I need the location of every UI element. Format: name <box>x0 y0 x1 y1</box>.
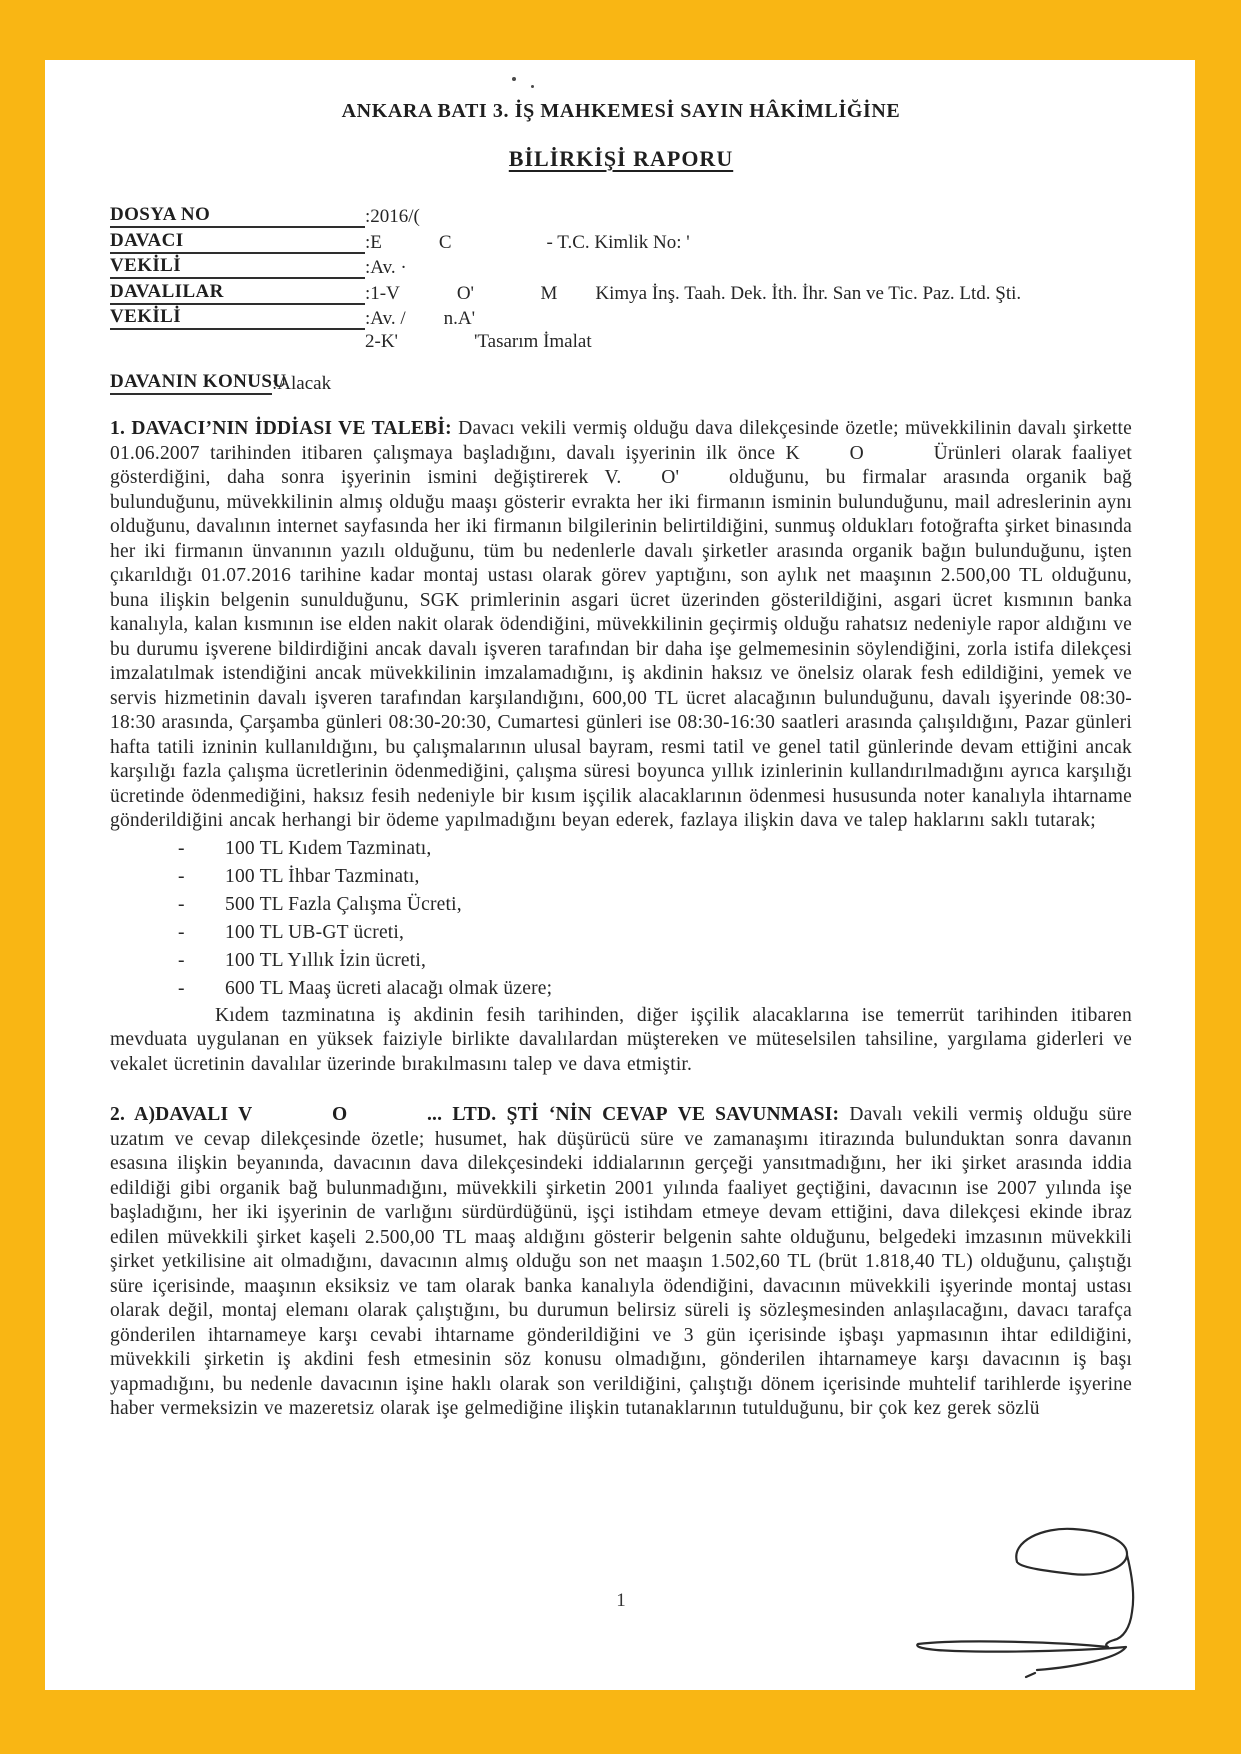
claim-text: 600 TL Maaş ücreti alacağı olmak üzere; <box>225 977 553 999</box>
page-number: 1 <box>616 1590 626 1611</box>
field-value: :Alacak <box>272 373 332 394</box>
field-vekili-1 <box>110 254 1132 280</box>
paragraph-claimant-allegation <box>110 417 1132 834</box>
claim-dash: - <box>178 837 185 859</box>
field-value: :Av. · <box>365 257 407 278</box>
field-vekili-2 <box>110 305 1132 331</box>
claim-item <box>110 835 1132 863</box>
field-davalilar <box>110 280 1132 306</box>
field-label: VEKİLİ <box>110 305 365 330</box>
claim-item <box>110 947 1132 975</box>
paragraph-2-text: Davalı vekili vermiş olduğu süre uzatım ve cevap dilekçesinde özetle; husumet, hak düşürücü süre ve zamanaşımı itirazında bulunduktan sonra davanın esasına ilişkin beyanında, davacının dava dilekçesindeki iddialarının gerçeği yansıtmadığını, her iki şirket arasında iddia edildiği gibi organik bağ bulunmadığını, müvekkili şirketin 2001 yılında faaliyet geçtiğini, davacının ise 2007 yılında işe başladığını, her iki işyerinin de varlığını sürdürdüğünü, işçi istihdam etmeye devam ettiğini, dava dilekçesi ekinde ibraz edilen müvekkili şirket kaşeli 2.500,00 TL maaş aldığını gösterir belgenin sahte olduğunu, belgedeki imzasının müvekkili şirket yetkilisine ait olmadığını, davacının almış olduğu son net maaşın 1.502,60 TL (brüt 1.818,40 TL) olduğunu, çalıştığı süre içerisinde, maaşının eksiksiz ve tam olarak banka kanalıyla ödendiğini, davacının müvekkili işyerinde montaj ustası olarak değil, montaj elemanı olarak çalıştığını, bu durumun belirsiz süreli iş sözleşmesinden anlaşılacağını, davacı tarafça gönderilen ihtarnameye karşı cevabi ihtarname gönderildiğini ve 3 gün içerisinde işbaşı yapmasının ihtar edildiğini, müvekkili şirketin iş akdini fesh etmesinin söz konusu olmadığını, gönderilen ihtarnameye karşı davacının iş başı yapmadığını, bu nedenle davacının işine haklı olarak son verildiğini, çalıştığı dönem içerisinde muhtelif tarihlerde işyerine haber vermeksizin ve mazeretsiz olarak işe gelmediğine ilişkin tutanaklarının tutulduğunu, bir çok kez gerek sözlü <box>110 1104 1132 1419</box>
field-value: :Av. / n.A' <box>365 308 476 329</box>
scan-speck <box>512 77 516 81</box>
field-davali-2 <box>110 331 1132 357</box>
claim-item <box>110 919 1132 947</box>
report-title: BİLİRKİŞİ RAPORU <box>508 146 734 171</box>
field-label: DAVACI <box>110 229 365 254</box>
claim-item <box>110 863 1132 891</box>
claim-text: 100 TL Yıllık İzin ücreti, <box>225 949 427 971</box>
field-label: DAVANIN KONUSU <box>110 370 272 395</box>
claims-list <box>110 835 1132 1003</box>
paragraph-1-text: Davacı vekili vermiş olduğu dava dilekçesinde özetle; müvekkilinin davalı şirkette 01.06.2007 tarihinden itibaren çalışmaya başladığını, davalı işyerinin ilk önce K O Ürünleri olarak faaliyet gösterdiğini, daha sonra işyerinin ismini değiştirerek V. O' olduğunu, bu firmalar arasında organik bağ bulunduğunu, müvekkilinin almış olduğu maaşı gösterir evrakta her iki firmanın isminin bulunduğunu, mail adreslerinin aynı olduğunu, davalının internet sayfasında her iki firmanın bilgilerinin belirtildiğini, sunmuş oldukları fotoğrafta şirket binasında her iki firmanın ünvanının yazılı olduğunu, tüm bu nedenlerle davalı şirketler arasında organik bağın bulunduğunu, işten çıkarıldığı 01.07.2016 tarihine kadar montaj ustası olarak görev yaptığını, son aylık net maaşının 2.500,00 TL olduğunu, buna ilişkin belgenin sunulduğunu, SGK primlerinin asgari ücret üzerinden gösterildiğini, asgari ücret kısmının banka kanalıyla, kalan kısmının ise elden nakit olarak ödendiğini, müvekkilinin geçirmiş olduğu rahatsız nedeniyle rapor aldığını ve bu durumu işverene bildirdiğini ancak davalı işveren tarafından bir daha işe gelmemesinin söylendiğini, zorla istifa dilekçesi imzalatılmak istendiğini ancak müvekkilinin imzalamadığını, iş akdinin haksız ve önelsiz olarak fesh edildiğini, yemek ve servis hizmetinin davalı işveren tarafından karşılandığını, 600,00 TL ücret alacağının bulunduğunu, davalı işyerinde 08:30-18:30 arasında, Çarşamba günleri 08:30-20:30, Cumartesi günleri ise 08:30-16:30 saatleri arasında çalışıldığını, Pazar günleri hafta tatili izninin kullanıldığını, bu çalışmalarının ulusal bayram, resmi tatil ve genel tatil günlerinde devam ettiğini ancak karşılığı fazla çalışma ücretlerinin ödenmediğini, çalışma süresi boyunca yıllık izinlerinin kullandırılmadığını ayrıca karşılığı ücretinde ödenmediğini, haksız fesih nedeniyle bir kısım işçilik alacaklarının ödenmesi hususunda noter kanalıyla ihtarname gönderildiğini ancak herhangi bir ödeme yapılmadığını beyan ederek, fazlaya ilişkin dava ve talep haklarını saklı tutarak; <box>110 418 1133 831</box>
claim-text: 100 TL İhbar Tazminatı, <box>225 865 420 887</box>
claim-text: 100 TL Kıdem Tazminatı, <box>225 837 432 859</box>
case-fields <box>110 203 1132 356</box>
claim-text: 500 TL Fazla Çalışma Ücreti, <box>225 893 462 915</box>
field-label: VEKİLİ <box>110 254 365 279</box>
claim-dash: - <box>178 865 185 887</box>
claim-dash: - <box>178 921 185 943</box>
claim-item <box>110 975 1132 1003</box>
field-dosya-no <box>110 203 1132 229</box>
paragraph-closing-request: Kıdem tazminatına iş akdinin fesih tarihinden, diğer işçilik alacaklarına ise temerrüt tarihinden itibaren mevduata uygulanan en yüksek faiziyle birlikte davalılardan müştereken ve müteselsilen tahsiline, yargılama giderleri ve vekalet ücretinin davalılar üzerinde bırakılmasını talep ve dava etmiştir. <box>110 1004 1132 1075</box>
court-title: ANKARA BATI 3. İŞ MAHKEMESİ SAYIN HÂKİMLİĞİNE <box>341 100 901 122</box>
claim-dash: - <box>178 977 185 999</box>
field-value: :E C - T.C. Kimlik No: ' <box>365 231 690 253</box>
claim-item <box>110 891 1132 919</box>
paragraph-1-heading: 1. DAVACI’NIN İDDİASI VE TALEBİ: <box>110 418 452 439</box>
claim-dash: - <box>178 893 185 915</box>
document-content <box>110 100 1132 1422</box>
field-value: :2016/( <box>365 206 420 227</box>
paragraph-defendant-response <box>110 1103 1132 1422</box>
field-label: DOSYA NO <box>110 203 365 228</box>
scan-speck <box>531 85 534 88</box>
field-value: :1-V O' M Kimya İnş. Taah. Dek. İth. İhr. San ve Tic. Paz. Ltd. Şti. <box>365 282 1022 304</box>
field-label: DAVALILAR <box>110 280 365 305</box>
field-davaci <box>110 229 1132 255</box>
document-page <box>45 60 1195 1690</box>
paragraph-2-heading: 2. A)DAVALI V O ... LTD. ŞTİ ‘NİN CEVAP VE SAVUNMASI: <box>110 1104 840 1125</box>
field-davanin-konusu <box>110 370 1132 396</box>
claim-dash: - <box>178 949 185 971</box>
field-value: 2-K' 'Tasarım İmalat <box>365 330 592 352</box>
signature <box>865 1500 1145 1690</box>
claim-text: 100 TL UB-GT ücreti, <box>225 921 405 943</box>
